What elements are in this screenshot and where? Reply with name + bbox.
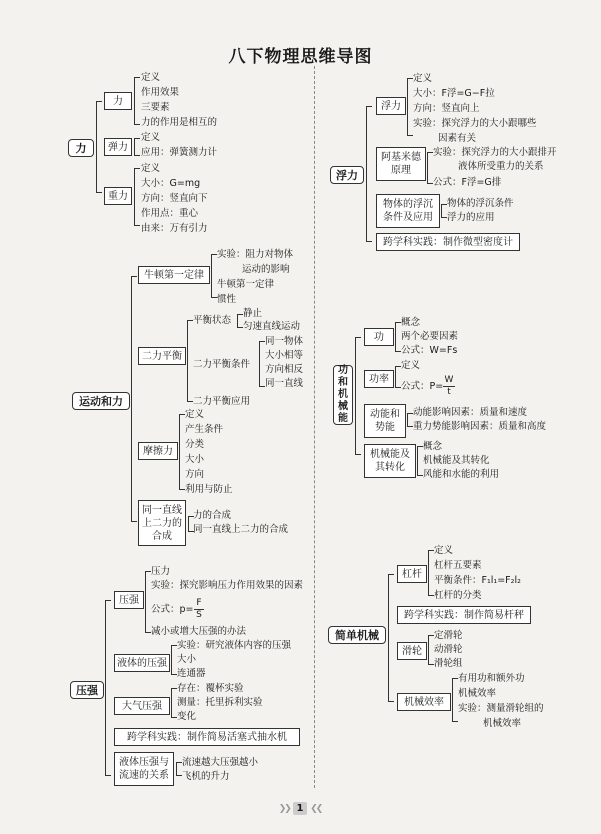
- brace-li: [134, 77, 140, 125]
- leaf: 实验：测量滑轮组的: [458, 703, 544, 714]
- leaf: 公式：F浮=G排: [433, 177, 502, 188]
- brace-buoyancy: [366, 106, 372, 242]
- node-cross-pressure: 跨学科实践：制作简易活塞式抽水机: [114, 728, 300, 746]
- node-cross-buoyancy: 跨学科实践：制作微型密度计: [376, 233, 520, 251]
- leaf: 测量：托里拆利实验: [177, 697, 263, 708]
- brace-work: [355, 337, 361, 455]
- leaf: 实验：探究浮力的大小跟哪些: [413, 118, 537, 129]
- leaf: 两个必要因素: [401, 331, 459, 342]
- leaf: 静止: [243, 308, 263, 319]
- leaf: 减小或增大压强的办法: [151, 626, 247, 637]
- leaf: 作用点：重心: [141, 208, 199, 219]
- leaf: 物体的浮沉条件: [447, 198, 514, 209]
- leaf: 浮力的应用: [447, 212, 495, 223]
- node-newton: 牛顿第一定律: [138, 266, 210, 284]
- node-power: 功率: [364, 370, 394, 388]
- node-eff: 机械效率: [397, 693, 451, 711]
- leaf: 应用：弹簧测力计: [141, 147, 218, 158]
- leaf: 概念: [401, 317, 421, 328]
- leaf: 存在：覆杯实验: [177, 683, 244, 694]
- leaf: 液体所受重力的关系: [458, 161, 544, 172]
- leaf: 公式：W=Fs: [401, 345, 458, 356]
- leaf: 作用效果: [141, 87, 180, 98]
- node-erli: 二力平衡: [138, 347, 186, 365]
- leaf: 定义: [141, 163, 161, 174]
- leaf: 实验：阻力对物体: [217, 249, 294, 260]
- leaf: 二力平衡应用: [193, 396, 251, 407]
- leaf: 大小：G=mg: [141, 178, 201, 189]
- fraction-denominator: S: [196, 610, 202, 620]
- leaf: 定义: [141, 132, 161, 143]
- leaf: 定义: [401, 360, 421, 371]
- leaf: 大小: [185, 454, 205, 465]
- leaf: 运动的影响: [242, 264, 290, 275]
- brace-tanli: [134, 138, 140, 156]
- leaf: 惯性: [217, 294, 237, 305]
- node-zhongli: 重力: [104, 187, 132, 205]
- leaf: 连通器: [177, 668, 206, 679]
- leaf: 力的合成: [193, 510, 232, 521]
- leaf: 方向：竖直向上: [413, 103, 480, 114]
- leaf: 变化: [177, 711, 197, 722]
- leaf: 同一物体: [265, 336, 304, 347]
- chevron-right-icon: ❯❯: [278, 804, 290, 814]
- node-combine: 同一直线上二力的合成: [138, 500, 186, 546]
- node-li: 力: [104, 92, 132, 110]
- leaf: 杠杆的分类: [434, 590, 482, 601]
- brace-motion: [131, 276, 137, 522]
- leaf: 压力: [151, 566, 171, 577]
- root-force: 力: [68, 139, 94, 157]
- column-divider: [314, 66, 315, 788]
- leaf: 机械效率: [483, 718, 522, 729]
- node-fuli: 浮力: [376, 97, 406, 115]
- leaf: 利用与防止: [185, 484, 233, 495]
- chevron-left-icon: ❮❮: [310, 804, 322, 814]
- node-pulley: 滑轮: [397, 642, 427, 660]
- leaf: 动能影响因素：质量和速度: [413, 407, 528, 418]
- page-title: 八下物理思维导图: [228, 47, 373, 67]
- node-liquid: 液体的压强: [114, 654, 170, 672]
- leaf: 定义: [141, 72, 161, 83]
- leaf: 流速越大压强越小: [182, 757, 259, 768]
- fraction-numerator: W: [444, 375, 454, 385]
- leaf: 二力平衡条件: [193, 359, 251, 370]
- node-energy: 动能和势能: [364, 404, 406, 438]
- leaf: 公式：P=: [401, 381, 444, 392]
- leaf: 大小：F浮=G−F拉: [413, 88, 495, 99]
- node-friction: 摩擦力: [138, 442, 178, 460]
- node-flow: 液体压强与流速的关系: [114, 752, 174, 786]
- leaf: 方向相反: [265, 364, 304, 375]
- leaf: 滑轮组: [434, 658, 463, 669]
- leaf: 三要素: [141, 102, 170, 113]
- leaf: 牛顿第一定律: [217, 279, 275, 290]
- node-air: 大气压强: [114, 697, 170, 715]
- leaf: 因素有关: [438, 133, 477, 144]
- leaf: 机械能及其转化: [423, 455, 490, 466]
- leaf: 大小相等: [265, 350, 304, 361]
- leaf: 动滑轮: [434, 644, 463, 655]
- node-yaqiang: 压强: [114, 591, 144, 609]
- node-lever: 杠杆: [397, 565, 427, 583]
- root-pressure: 压强: [70, 681, 104, 699]
- node-cross-machine: 跨学科实践：制作简易杆秤: [397, 606, 531, 624]
- leaf: 方向：竖直向下: [141, 193, 208, 204]
- leaf: 方向: [185, 469, 205, 480]
- leaf: 风能和水能的利用: [423, 469, 500, 480]
- leaf: 概念: [423, 441, 443, 452]
- leaf: 匀速直线运动: [243, 321, 301, 332]
- brace-pressure: [105, 600, 111, 776]
- node-gong: 功: [364, 328, 394, 346]
- root-buoyancy: 浮力: [330, 166, 364, 184]
- brace-force: [96, 101, 102, 193]
- root-machine: 简单机械: [328, 626, 386, 644]
- leaf: 大小: [177, 654, 197, 665]
- leaf: 同一直线: [265, 378, 304, 389]
- brace-zhongli: [134, 168, 140, 226]
- leaf: 同一直线上二力的合成: [193, 524, 289, 535]
- leaf: 定滑轮: [434, 630, 463, 641]
- leaf: 力的作用是相互的: [141, 117, 218, 128]
- node-tanli: 弹力: [104, 138, 132, 156]
- leaf: 定义: [413, 73, 433, 84]
- leaf: 由来：万有引力: [141, 223, 208, 234]
- leaf: 实验：研究液体内容的压强: [177, 640, 292, 651]
- leaf: 机械效率: [458, 688, 497, 699]
- leaf: 重力势能影响因素：质量和高度: [413, 421, 547, 432]
- root-work: 功和机械能: [333, 365, 353, 425]
- node-mech: 机械能及其转化: [364, 444, 416, 478]
- leaf: 飞机的升力: [182, 771, 230, 782]
- fraction-denominator: t: [447, 387, 451, 397]
- page-footer: [270, 802, 330, 816]
- leaf: 定义: [434, 545, 454, 556]
- node-sink: 物体的浮沉条件及应用: [376, 194, 440, 228]
- leaf: 实验：探究浮力的大小跟排开: [433, 147, 557, 158]
- leaf: 公式：p=: [151, 604, 194, 615]
- fraction-numerator: F: [196, 598, 202, 608]
- node-archimedes: 阿基米德原理: [376, 147, 426, 181]
- leaf: 平衡条件：F₁l₁=F₂l₂: [434, 575, 521, 586]
- page-number: 1: [293, 802, 307, 815]
- leaf: 实验：探究影响压力作用效果的因素: [151, 580, 304, 591]
- leaf: 定义: [185, 409, 205, 420]
- leaf: 产生条件: [185, 424, 224, 435]
- leaf: 有用功和额外功: [458, 673, 525, 684]
- brace-machine: [388, 574, 394, 702]
- leaf: 杠杆五要素: [434, 560, 482, 571]
- leaf: 平衡状态: [193, 315, 232, 326]
- root-motion: 运动和力: [72, 392, 130, 410]
- leaf: 分类: [185, 439, 205, 450]
